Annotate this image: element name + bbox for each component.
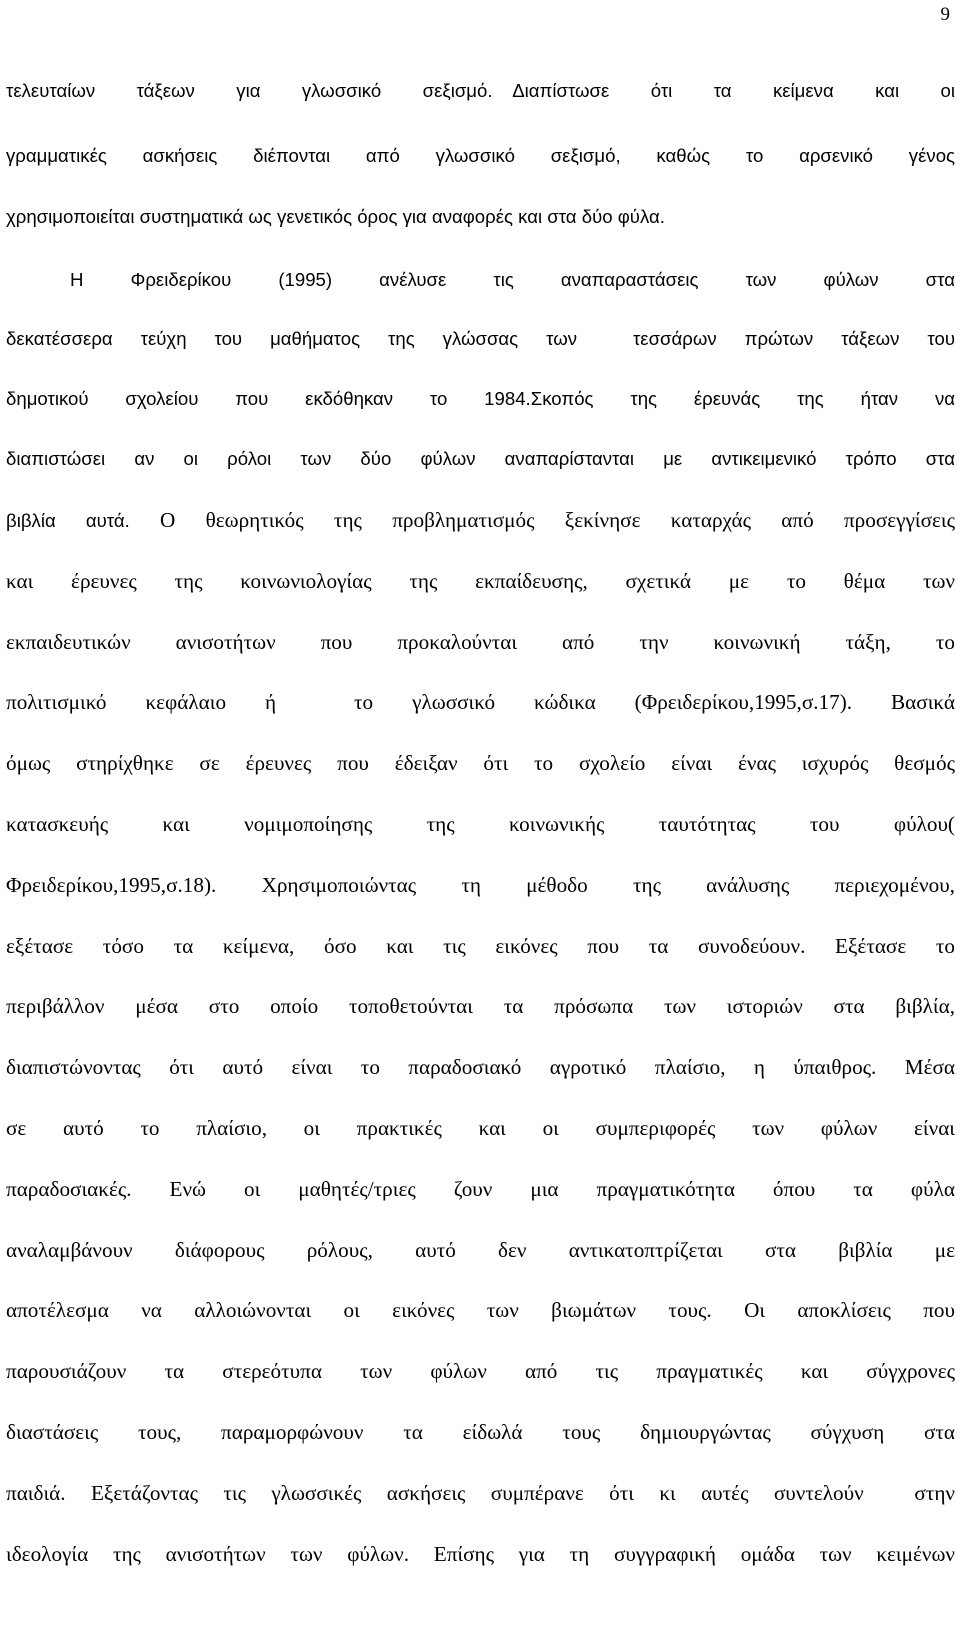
text-line: αναλαμβάνουν διάφορους ρόλους, αυτό δεν αντικατοπτρίζεται στα βιβλία με [6,1238,955,1262]
text-line: όμως στηρίχθηκε σε έρευνες που έδειξαν ότι το σχολείο είναι ένας ισχυρός θεσμός [6,751,955,775]
text-line: και έρευνες της κοινωνιολογίας της εκπαίδευσης, σχετικά με το θέμα των [6,569,955,593]
text-line: παιδιά. Εξετάζοντας τις γλωσσικές ασκήσεις συμπέρανε ότι κι αυτές συντελούν στην [6,1481,955,1505]
text-line: κατασκευής και νομιμοποίησης της κοινωνικής ταυτότητας του φύλου( [6,812,955,836]
text-line: περιβάλλον μέσα στο οποίο τοποθετούνται τα πρόσωπα των ιστοριών στα βιβλία, [6,994,955,1018]
text-line: Η Φρειδερίκου (1995) ανέλυσε τις αναπαραστάσεις των φύλων στα [70,269,955,290]
text-line: τελευταίων τάξεων για γλωσσικό σεξισμό. Διαπίστωσε ότι τα κείμενα και οι [6,80,955,101]
text-line: διαπιστώνοντας ότι αυτό είναι το παραδοσιακό αγροτικό πλαίσιο, η ύπαιθρος. Μέσα [6,1055,955,1079]
text-line: εκπαιδευτικών ανισοτήτων που προκαλούνται από την κοινωνική τάξη, το [6,630,955,654]
text-line: χρησιμοποιείται συστηματικά ως γενετικός όρος για αναφορές και στα δύο φύλα. [6,206,665,227]
text-line: διαστάσεις τους, παραμορφώνουν τα είδωλά τους δημιουργώντας σύγχυση στα [6,1420,955,1444]
text-line: δημοτικού σχολείου που εκδόθηκαν το 1984.Σκοπός της έρευνάς της ήταν να [6,388,955,409]
text-line: δεκατέσσερα τεύχη του μαθήματος της γλώσσας των τεσσάρων πρώτων τάξεων του [6,328,955,349]
text-line: εξέτασε τόσο τα κείμενα, όσο και τις εικόνες που τα συνοδεύουν. Εξέτασε το [6,934,955,958]
text-line: γραμματικές ασκήσεις διέπονται από γλωσσικό σεξισμό, καθώς το αρσενικό γένος [6,145,955,166]
text-line: Φρειδερίκου,1995,σ.18). Χρησιμοποιώντας τη μέθοδο της ανάλυσης περιεχομένου, [6,873,955,897]
text-line: ιδεολογία της ανισοτήτων των φύλων. Επίσης για τη συγγραφική ομάδα των κειμένων [6,1542,955,1566]
text-line: παραδοσιακές. Ενώ οι μαθητές/τριες ζουν μια πραγματικότητα όπου τα φύλα [6,1177,955,1201]
text-line: αποτέλεσμα να αλλοιώνονται οι εικόνες των βιωμάτων τους. Οι αποκλίσεις που [6,1298,955,1322]
text-line: σε αυτό το πλαίσιο, οι πρακτικές και οι συμπεριφορές των φύλων είναι [6,1116,955,1140]
text-line: διαπιστώσει αν οι ρόλοι των δύο φύλων αναπαρίστανται με αντικειμενικό τρόπο στα [6,448,955,469]
text-line: βιβλία αυτά. Ο θεωρητικός της προβληματισμός ξεκίνησε καταρχάς από προσεγγίσεις [6,508,955,532]
text-line: πολιτισμικό κεφάλαιο ή το γλωσσικό κώδικα (Φρειδερίκου,1995,σ.17). Βασικά [6,690,955,714]
text-line: παρουσιάζουν τα στερεότυπα των φύλων από τις πραγματικές και σύγχρονες [6,1359,955,1383]
page-number: 9 [940,4,950,25]
